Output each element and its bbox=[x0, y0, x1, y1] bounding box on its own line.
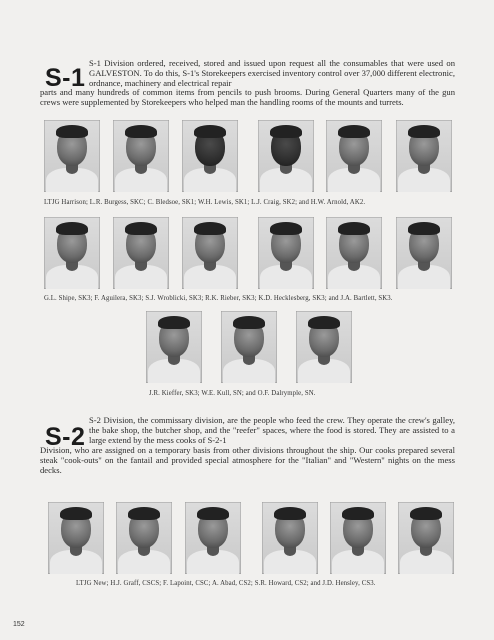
page-number: 152 bbox=[13, 621, 25, 628]
s1-photo-row-1 bbox=[0, 120, 494, 196]
s1-caption-row-3: J.R. Kieffer, SK3; W.E. Kull, SN; and O.F. Dalrymple, SN. bbox=[149, 390, 316, 397]
portrait-photo bbox=[48, 502, 104, 574]
s2-section-label: S-2 bbox=[45, 423, 86, 451]
portrait-photo bbox=[182, 217, 238, 289]
portrait-photo bbox=[398, 502, 454, 574]
portrait-photo bbox=[296, 311, 352, 383]
s1-photo-row-3 bbox=[0, 311, 494, 387]
portrait-photo bbox=[258, 217, 314, 289]
s1-intro-first: S-1 Division ordered, received, stored and issued upon request all the consumables that were used on GALVESTON. To do this, S-1's Storekeepers exercised inventory control over 37,000 different electronic, ordnance, machinery and electrical repair bbox=[89, 58, 455, 88]
s1-caption-row-1: LTJG Harrison; L.R. Burgess, SKC; C. Bledsoe, SK1; W.H. Lewis, SK1; L.J. Craig, SK2; and H.W. Arnold, AK2. bbox=[44, 199, 366, 206]
portrait-photo bbox=[44, 217, 100, 289]
portrait-photo bbox=[330, 502, 386, 574]
portrait-photo bbox=[326, 217, 382, 289]
portrait-photo bbox=[396, 217, 452, 289]
portrait-photo bbox=[116, 502, 172, 574]
portrait-photo bbox=[44, 120, 100, 192]
portrait-photo bbox=[221, 311, 277, 383]
s2-intro-rest: Division, who are assigned on a temporary basis from other divisions throughout the ship. Our cooks prepared several steak "cook-outs" on the fantail and provided special atmosphere for the "Italian" and "Western" nights on the mess decks. bbox=[40, 445, 455, 475]
s1-caption-row-2: G.L. Shipe, SK3; F. Aguilera, SK3; S.J. Wroblicki, SK3; R.K. Rieber, SK3; K.D. Hecklesberg, SK3; and J.A. Bartlett, SK3. bbox=[44, 295, 393, 302]
portrait-photo bbox=[146, 311, 202, 383]
s2-caption-row-1: LTJG New; H.J. Graff, CSCS; F. Lapoint, CSC; A. Abad, CS2; S.R. Howard, CS2; and J.D. Hensley, CS3. bbox=[76, 580, 376, 587]
portrait-photo bbox=[396, 120, 452, 192]
portrait-photo bbox=[326, 120, 382, 192]
portrait-photo bbox=[113, 120, 169, 192]
portrait-photo bbox=[113, 217, 169, 289]
s2-intro-first: S-2 Division, the commissary division, are the people who feed the crew. They operate the crew's galley, the bake shop, the butcher shop, and the "reefer" spaces, where the food is stored. They are assisted to a large extend by the mess cooks of S-2-1 bbox=[89, 415, 455, 445]
s2-photo-row-1 bbox=[0, 502, 494, 578]
portrait-photo bbox=[182, 120, 238, 192]
s1-photo-row-2 bbox=[0, 217, 494, 293]
portrait-photo bbox=[185, 502, 241, 574]
s1-intro-rest: parts and many hundreds of common items from pencils to push brooms. During General Quarters many of the gun crews were supplemented by Storekeepers who helped man the handling rooms of the mounts and turrets. bbox=[40, 87, 455, 107]
portrait-photo bbox=[262, 502, 318, 574]
portrait-photo bbox=[258, 120, 314, 192]
s1-section-label: S-1 bbox=[45, 64, 86, 92]
